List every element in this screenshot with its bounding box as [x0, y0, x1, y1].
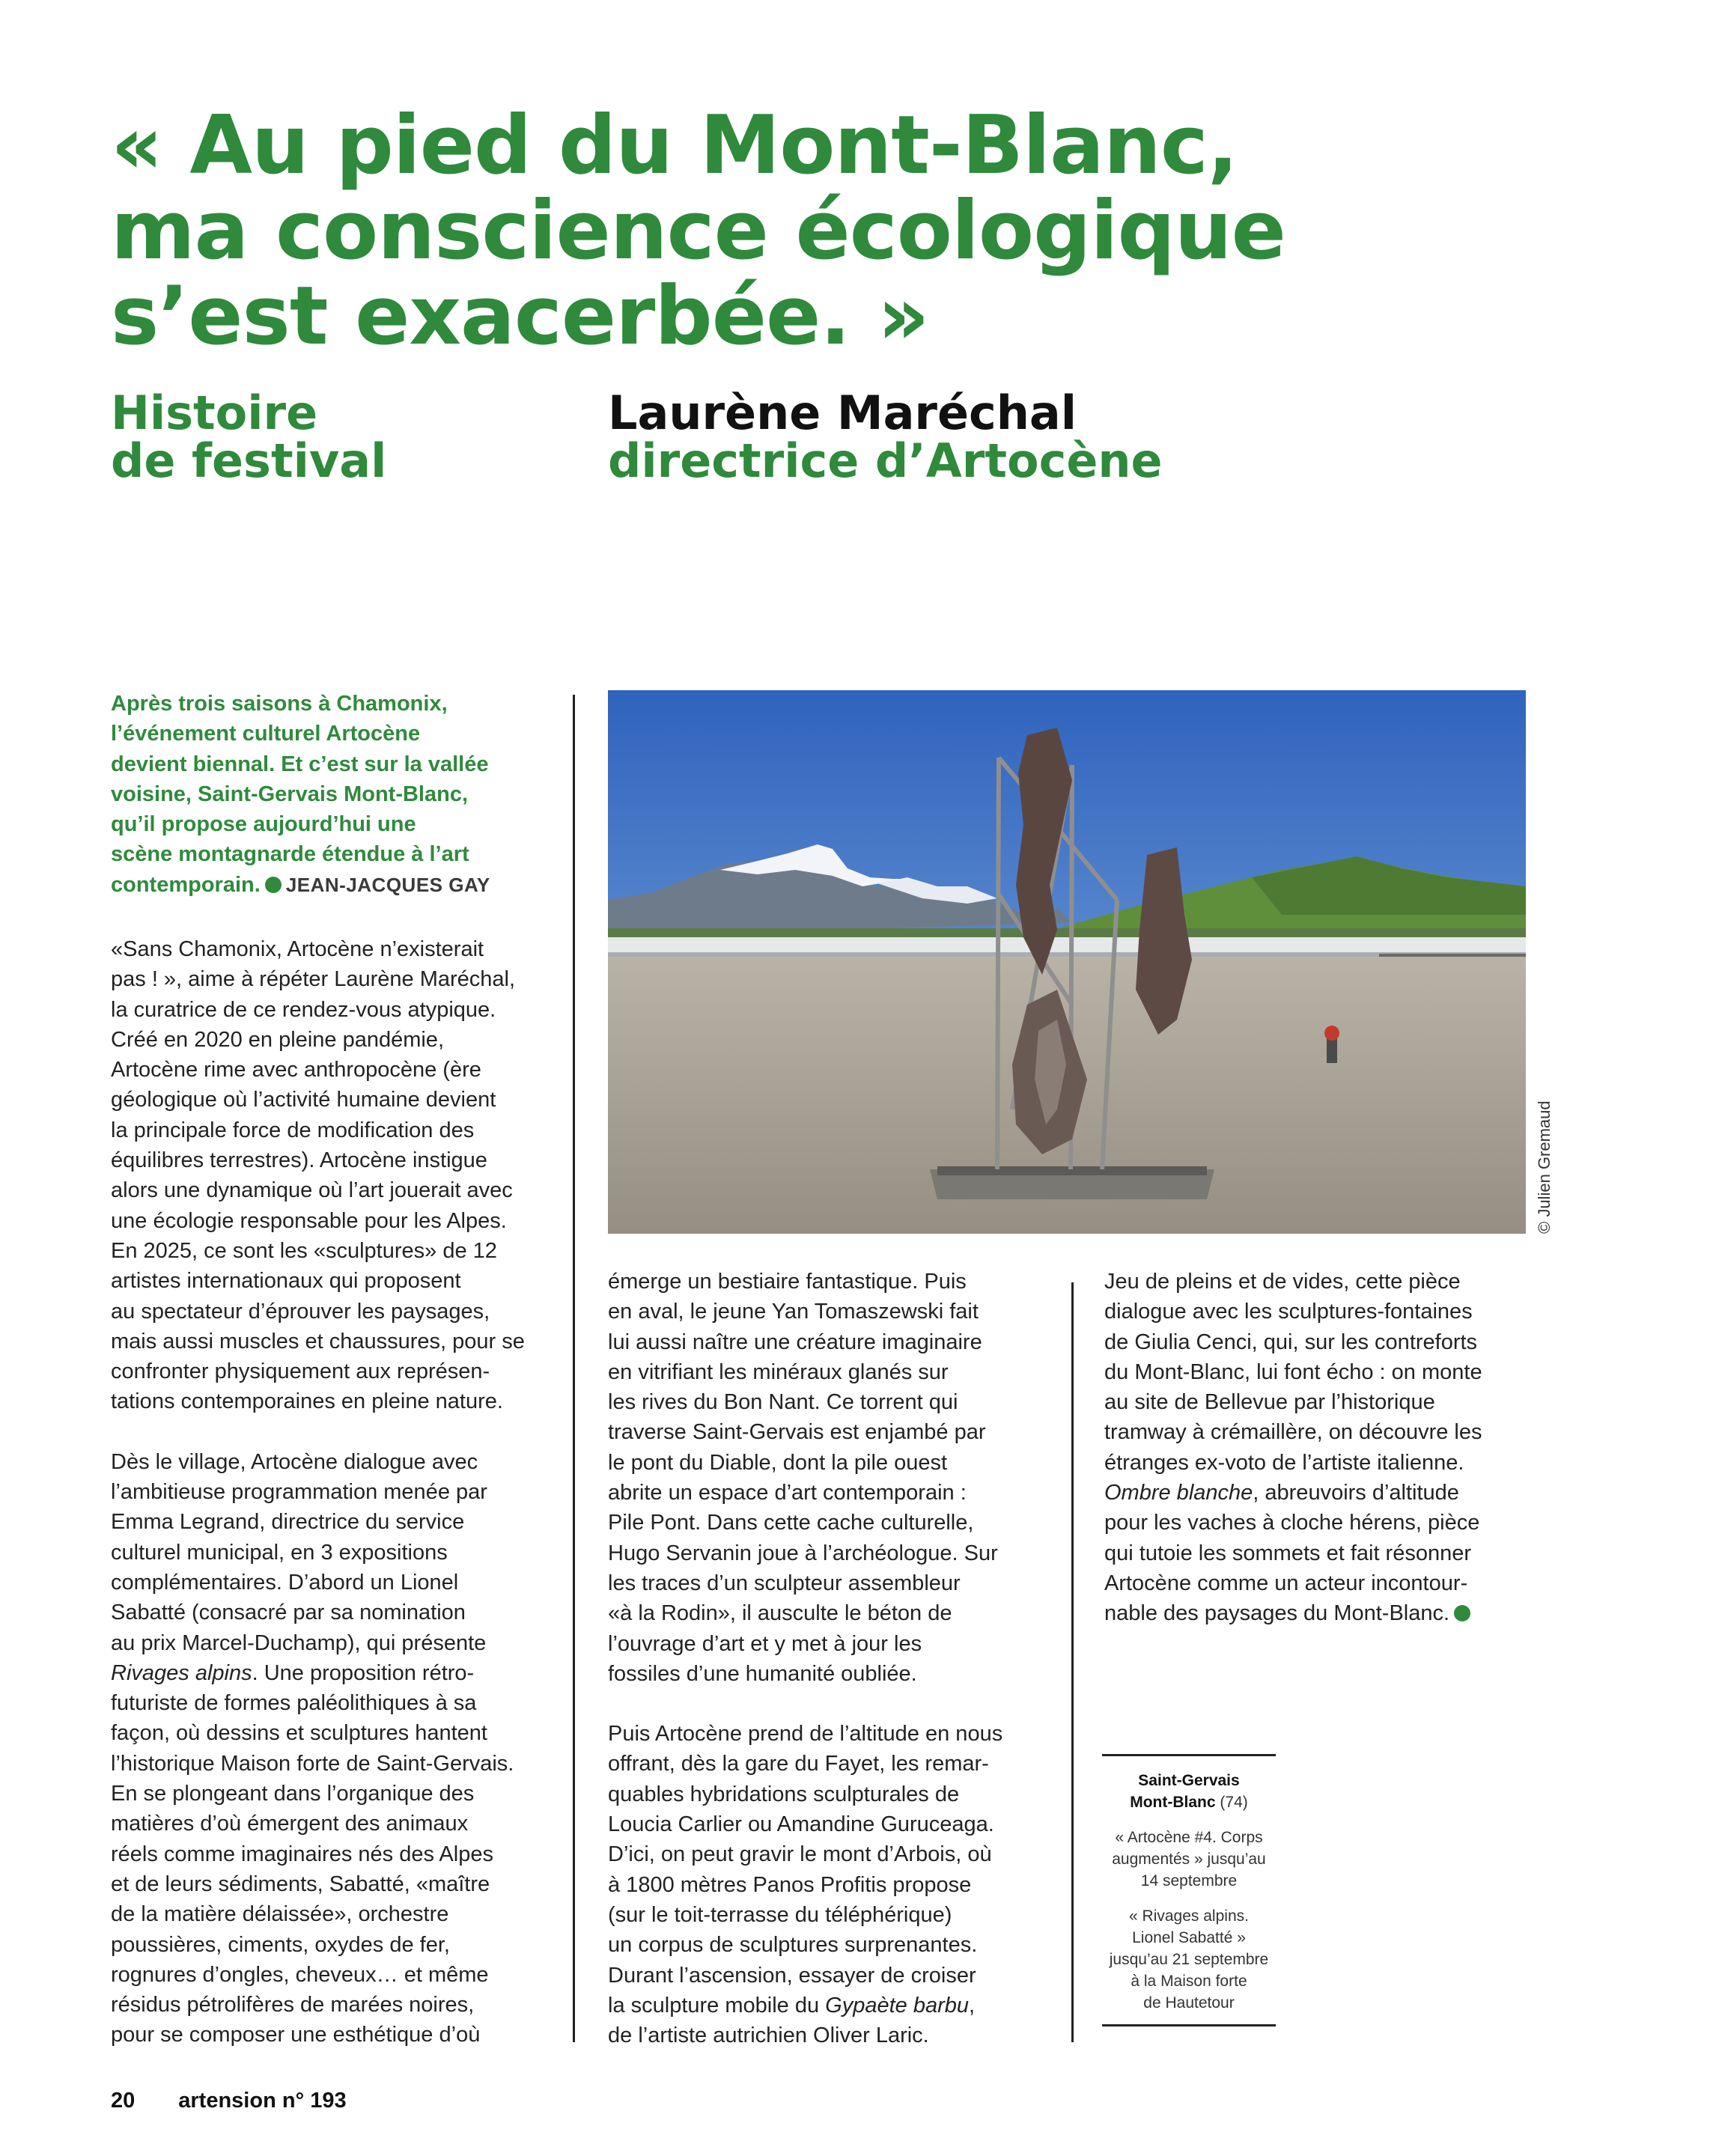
text-line: 14 septembre	[1140, 1872, 1238, 1889]
byline: JEAN-JACQUES GAY	[285, 873, 490, 896]
text-line: Emma Legrand, directrice du service	[111, 1510, 465, 1535]
paragraph	[1104, 1267, 1554, 1629]
body-column-2	[608, 1267, 1057, 2080]
text-line: Artocène rime avec anthropocène (ère	[111, 1058, 481, 1082]
text-line: géologique où l’activité humaine devient	[111, 1088, 496, 1112]
text-line: du Mont-Blanc, lui font écho : on monte	[1104, 1359, 1482, 1384]
text-line: l’ouvrage d’art et y met à jour les	[608, 1631, 922, 1656]
text-line: Jeu de pleins et de vides, cette pièce	[1104, 1270, 1461, 1294]
info-location	[1102, 1770, 1276, 1813]
lead-line: voisine, Saint-Gervais Mont-Blanc,	[111, 782, 468, 806]
magazine-issue: artension n° 193	[178, 2089, 347, 2113]
paragraph	[608, 1719, 1057, 2050]
text-line: les rives du Bon Nant. Ce torrent qui	[608, 1390, 958, 1415]
text-line: (sur le toit-terrasse du téléphérique)	[608, 1902, 952, 1927]
text-line: jusqu’au 21 septembre	[1109, 1951, 1269, 1968]
column-divider	[1071, 1282, 1074, 2042]
text-line: Lionel Sabatté »	[1132, 1929, 1246, 1946]
text-line: culturel municipal, en 3 expositions	[111, 1540, 448, 1565]
text-line: tations contemporaines en pleine nature.	[111, 1389, 503, 1414]
photo-illustration	[608, 690, 1526, 1234]
text-line: fossiles d’une humanité oubliée.	[608, 1661, 917, 1686]
info-place-line	[1102, 1791, 1276, 1813]
text-line	[1104, 1478, 1554, 1508]
text-line: réels comme imaginaires nés des Alpes	[111, 1842, 493, 1866]
text-line	[608, 1991, 1057, 2021]
headline-line: s’est exacerbée. »	[111, 270, 929, 363]
text-line: rognures d’ongles, cheveux… et même	[111, 1962, 489, 1987]
text-line: «à la Rodin», il ausculte le béton de	[608, 1601, 952, 1626]
paragraph	[608, 1267, 1057, 1689]
lead-line: scène montagnarde étendue à l’art	[111, 842, 469, 867]
text-line: Artocène comme un acteur incontour-	[1104, 1571, 1468, 1595]
text-line	[1104, 1598, 1554, 1628]
text-line: qui tutoie les sommets et fait résonner	[1104, 1541, 1472, 1565]
text-line: pour les vaches à cloche hérens, pièce	[1104, 1511, 1480, 1535]
page-footer	[111, 2089, 347, 2113]
text-line: matières d’où émergent des animaux	[111, 1812, 469, 1836]
lead-paragraph	[111, 689, 530, 900]
sculpture-photo	[608, 690, 1526, 1234]
text-line: de l’artiste autrichien Oliver Laric.	[608, 2023, 929, 2048]
text-line: « Rivages alpins.	[1129, 1907, 1249, 1925]
text-line: émerge un bestiaire fantastique. Puis	[608, 1270, 967, 1294]
text-line: Sabatté (consacré par sa nomination	[111, 1601, 466, 1625]
headline	[111, 99, 1533, 363]
italic-title: Gypaète barbu	[825, 1993, 970, 2018]
text-line: artistes internationaux qui proposent	[111, 1269, 461, 1294]
info-department: (74)	[1215, 1794, 1248, 1811]
text-line: une écologie responsable pour les Alpes.	[111, 1208, 507, 1233]
text-line: offrant, dès la gare du Fayet, les remar-	[608, 1752, 989, 1776]
author-role: directrice d’Artocène	[608, 433, 1163, 488]
text-line: façon, où dessins et sculptures hantent	[111, 1721, 487, 1746]
text-fragment: . Une proposition rétro-	[252, 1660, 475, 1685]
info-place: Saint-Gervais	[1138, 1772, 1240, 1789]
text-line: alors une dynamique où l’art jouerait avec	[111, 1178, 513, 1203]
text-line: de la matière délaissée», orchestre	[111, 1902, 449, 1927]
column-divider	[573, 695, 575, 2042]
text-line: le pont du Diable, dont la pile ouest	[608, 1450, 948, 1475]
headline-line: ma conscience écologique	[111, 184, 1285, 278]
text-line: traverse Saint-Gervais est enjambé par	[608, 1420, 986, 1445]
author-block	[608, 386, 1163, 488]
text-line: au site de Bellevue par l’historique	[1104, 1390, 1435, 1415]
lead-line: l’événement culturel Artocène	[111, 722, 421, 746]
text-line: Dès le village, Artocène dialogue avec	[111, 1449, 478, 1474]
text-line: résidus pétrolifères de marées noires,	[111, 1993, 475, 2018]
text-line: complémentaires. D’abord un Lionel	[111, 1570, 459, 1595]
text-line: la principale force de modification des	[111, 1118, 475, 1142]
body-column-1	[111, 934, 553, 2080]
text-line: Hugo Servanin joue à l’archéologue. Sur	[608, 1541, 998, 1565]
text-line: confronter physiquement aux représen-	[111, 1359, 490, 1384]
rubric-line: Histoire	[111, 386, 318, 440]
text-line: au spectateur d’éprouver les paysages,	[111, 1299, 490, 1324]
text-line: Créé en 2020 en pleine pandémie,	[111, 1027, 444, 1052]
text-line: mais aussi muscles et chaussures, pour se	[111, 1329, 525, 1353]
text-line: D’ici, on peut gravir le mont d’Arbois, où	[608, 1842, 992, 1867]
info-exhibition	[1102, 1827, 1276, 1892]
text-line: pas ! », aime à répéter Laurène Maréchal,	[111, 967, 516, 992]
text-line: en aval, le jeune Yan Tomaszewski fait	[608, 1300, 979, 1324]
text-line: dialogue avec les sculptures-fontaines	[1104, 1300, 1473, 1324]
text-line: Pile Pont. Dans cette cache culturelle,	[608, 1511, 974, 1535]
text-line: abrite un espace d’art contemporain :	[608, 1481, 967, 1505]
lead-line	[111, 870, 530, 900]
rubric	[111, 386, 387, 488]
text-line: augmentés » jusqu’au	[1112, 1851, 1266, 1868]
text-line: quables hybridations sculpturales de	[608, 1782, 960, 1806]
text-line: «Sans Chamonix, Artocène n’existerait	[111, 937, 484, 961]
text-line: de Hautetour	[1143, 1994, 1235, 2012]
text-line: à 1800 mètres Panos Profitis propose	[608, 1872, 972, 1897]
lead-last-text: contemporain.	[111, 872, 261, 897]
text-line: En se plongeant dans l’organique des	[111, 1782, 475, 1806]
text-line: en vitrifiant les minéraux glanés sur	[608, 1359, 949, 1384]
text-line: En 2025, ce sont les «sculptures» de 12	[111, 1238, 497, 1263]
text-line: de Giulia Cenci, qui, sur les contreforts	[1104, 1330, 1478, 1354]
photo-credit: © Julien Gremaud	[1535, 1100, 1554, 1234]
text-line: un corpus de sculptures surprenantes.	[608, 1933, 978, 1958]
text-line: étranges ex-voto de l’artiste italienne.	[1104, 1450, 1464, 1475]
text-fragment: ,	[969, 1993, 976, 2018]
paragraph	[111, 934, 553, 1417]
paragraph	[111, 1447, 553, 2050]
author-name: Laurène Maréchal	[608, 386, 1077, 440]
italic-title: Ombre blanche	[1104, 1481, 1253, 1505]
text-line: et de leurs sédiments, Sabatté, «maître	[111, 1872, 490, 1896]
bullet-dot-icon	[265, 877, 282, 893]
text-line: lui aussi naître une créature imaginaire	[608, 1330, 982, 1354]
lead-line: qu’il propose aujourd’hui une	[111, 812, 416, 837]
rubric-line: de festival	[111, 433, 387, 488]
text-line: Puis Artocène prend de l’altitude en nous	[608, 1722, 1003, 1747]
italic-title: Rivages alpins	[111, 1660, 252, 1685]
text-fragment: , abreuvoirs d’altitude	[1253, 1481, 1459, 1505]
text-line: poussières, ciments, oxydes de fer,	[111, 1932, 450, 1957]
practical-info-box	[1102, 1754, 1276, 2026]
lead-line: devient biennal. Et c’est sur la vallée	[111, 752, 489, 776]
text-line: l’historique Maison forte de Saint-Gervais.	[111, 1751, 514, 1776]
text-line: l’ambitieuse programmation menée par	[111, 1480, 487, 1505]
lead-line: Après trois saisons à Chamonix,	[111, 692, 448, 716]
info-place: Mont-Blanc	[1130, 1794, 1216, 1811]
text-line: futuriste de formes paléolithiques à sa	[111, 1691, 477, 1716]
text-line: Loucia Carlier ou Amandine Guruceaga.	[608, 1812, 994, 1837]
info-exhibition	[1102, 1905, 1276, 2014]
text-line: tramway à crémaillère, on découvre les	[1104, 1420, 1482, 1445]
text-line	[111, 1658, 553, 1688]
text-line: les traces d’un sculpteur assembleur	[608, 1571, 961, 1595]
text-line: équilibres terrestres). Artocène instigue	[111, 1148, 487, 1173]
end-mark-dot-icon	[1454, 1605, 1470, 1621]
text-line: la curatrice de ce rendez-vous atypique.	[111, 997, 496, 1022]
headline-line: « Au pied du Mont-Blanc,	[111, 99, 1238, 192]
text-fragment: la sculpture mobile du	[608, 1993, 826, 2018]
text-line: au prix Marcel-Duchamp), qui présente	[111, 1630, 487, 1655]
text-fragment: nable des paysages du Mont-Blanc.	[1104, 1601, 1450, 1626]
text-line: à la Maison forte	[1131, 1973, 1247, 1990]
body-column-3	[1104, 1267, 1554, 1659]
text-line: Durant l’ascension, essayer de croiser	[608, 1963, 976, 1988]
text-line: pour se composer une esthétique d’où	[111, 2023, 481, 2047]
page-number: 20	[111, 2089, 136, 2113]
text-line: « Artocène #4. Corps	[1115, 1829, 1263, 1846]
